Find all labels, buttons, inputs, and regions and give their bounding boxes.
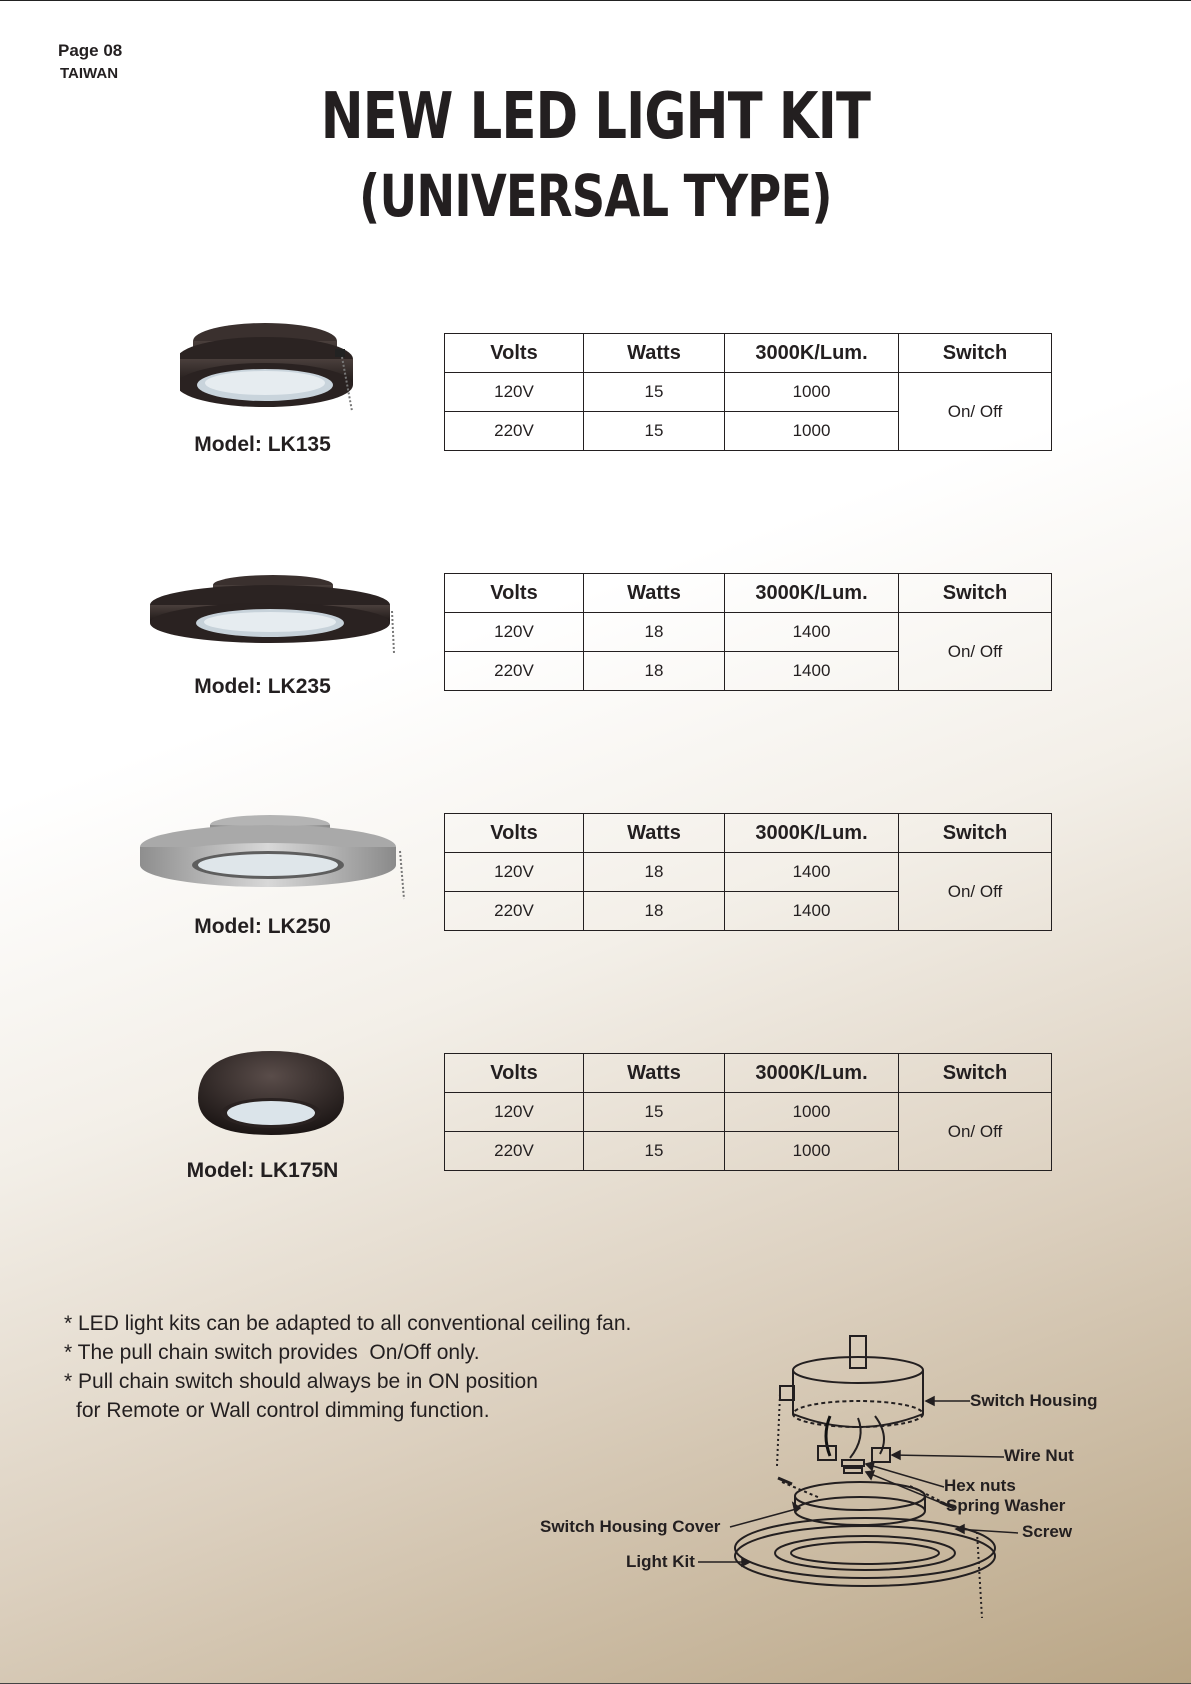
- lk175n-photo-icon: [188, 1043, 354, 1143]
- cell-watts: 18: [584, 853, 725, 892]
- cell-volts: 120V: [445, 373, 584, 412]
- cell-watts: 18: [584, 613, 725, 652]
- model-label: Model: LK135: [194, 433, 331, 456]
- spec-table: [444, 573, 1052, 691]
- page-subtitle: (UNIVERSAL TYPE): [359, 162, 832, 230]
- cell-watts: 15: [584, 1132, 725, 1171]
- page-number: Page 08: [58, 41, 123, 60]
- cell-switch: On/ Off: [899, 853, 1052, 931]
- table-header-row: [445, 334, 1052, 373]
- cell-volts: 220V: [445, 892, 584, 931]
- label-switch-housing: Switch Housing: [970, 1391, 1098, 1410]
- label-wire-nut: Wire Nut: [1004, 1446, 1074, 1465]
- note-item: * The pull chain switch provides On/Off only.: [64, 1341, 480, 1364]
- header-watts: Watts: [584, 334, 725, 373]
- table-header-row: [445, 1054, 1052, 1093]
- assembly-diagram: [530, 1326, 1130, 1626]
- label-hex-nuts: Hex nuts: [944, 1476, 1016, 1495]
- lk250-photo-icon: [138, 811, 408, 906]
- cell-lumens: 1000: [725, 412, 899, 451]
- model-label: Model: LK235: [194, 675, 331, 698]
- cell-switch: On/ Off: [899, 1093, 1052, 1171]
- cell-volts: 120V: [445, 853, 584, 892]
- cell-volts: 220V: [445, 412, 584, 451]
- spec-table: [444, 1053, 1052, 1171]
- header-lumens: 3000K/Lum.: [725, 574, 899, 613]
- cell-volts: 120V: [445, 1093, 584, 1132]
- header-switch: Switch: [899, 814, 1052, 853]
- cell-watts: 15: [584, 373, 725, 412]
- cell-volts: 220V: [445, 652, 584, 691]
- header-volts: Volts: [445, 334, 584, 373]
- note-item: * Pull chain switch should always be in ON position: [64, 1370, 538, 1393]
- cell-lumens: 1400: [725, 613, 899, 652]
- cell-volts: 120V: [445, 613, 584, 652]
- cell-lumens: 1400: [725, 652, 899, 691]
- product-lk175n: [0, 1031, 1191, 1191]
- label-screw: Screw: [1022, 1522, 1073, 1541]
- lk235-photo-icon: [148, 571, 398, 661]
- header-switch: Switch: [899, 334, 1052, 373]
- cell-volts: 220V: [445, 1132, 584, 1171]
- product-lk235: [0, 551, 1191, 711]
- label-light-kit: Light Kit: [626, 1552, 695, 1571]
- page-title: NEW LED LIGHT KIT: [320, 80, 871, 154]
- header-lumens: 3000K/Lum.: [725, 1054, 899, 1093]
- cell-watts: 15: [584, 412, 725, 451]
- product-lk250: [0, 791, 1191, 951]
- header-switch: Switch: [899, 1054, 1052, 1093]
- spec-table: [444, 333, 1052, 451]
- cell-switch: On/ Off: [899, 373, 1052, 451]
- header-lumens: 3000K/Lum.: [725, 814, 899, 853]
- table-row: [445, 853, 1052, 892]
- label-spring-washer: Spring Washer: [946, 1496, 1066, 1515]
- cell-watts: 18: [584, 652, 725, 691]
- table-header-row: [445, 574, 1052, 613]
- label-switch-housing-cover: Switch Housing Cover: [540, 1517, 721, 1536]
- header-volts: Volts: [445, 574, 584, 613]
- header-watts: Watts: [584, 574, 725, 613]
- note-item: * LED light kits can be adapted to all conventional ceiling fan.: [64, 1312, 632, 1335]
- spec-table: [444, 813, 1052, 931]
- table-header-row: [445, 814, 1052, 853]
- header-watts: Watts: [584, 1054, 725, 1093]
- model-label: Model: LK250: [194, 915, 331, 938]
- table-row: [445, 373, 1052, 412]
- cell-switch: On/ Off: [899, 613, 1052, 691]
- model-label: Model: LK175N: [186, 1159, 339, 1182]
- cell-watts: 15: [584, 1093, 725, 1132]
- header-watts: Watts: [584, 814, 725, 853]
- country-label: TAIWAN: [60, 65, 119, 82]
- lk135-photo-icon: [180, 321, 370, 431]
- header-volts: Volts: [445, 1054, 584, 1093]
- cell-lumens: 1000: [725, 1132, 899, 1171]
- note-item: for Remote or Wall control dimming function.: [76, 1399, 490, 1422]
- cell-watts: 18: [584, 892, 725, 931]
- assembly-drawing-icon: [530, 1326, 1130, 1626]
- cell-lumens: 1000: [725, 373, 899, 412]
- cell-lumens: 1400: [725, 892, 899, 931]
- table-row: [445, 613, 1052, 652]
- table-row: [445, 1093, 1052, 1132]
- header-switch: Switch: [899, 574, 1052, 613]
- header-lumens: 3000K/Lum.: [725, 334, 899, 373]
- cell-lumens: 1000: [725, 1093, 899, 1132]
- header-volts: Volts: [445, 814, 584, 853]
- cell-lumens: 1400: [725, 853, 899, 892]
- product-lk135: [0, 311, 1191, 471]
